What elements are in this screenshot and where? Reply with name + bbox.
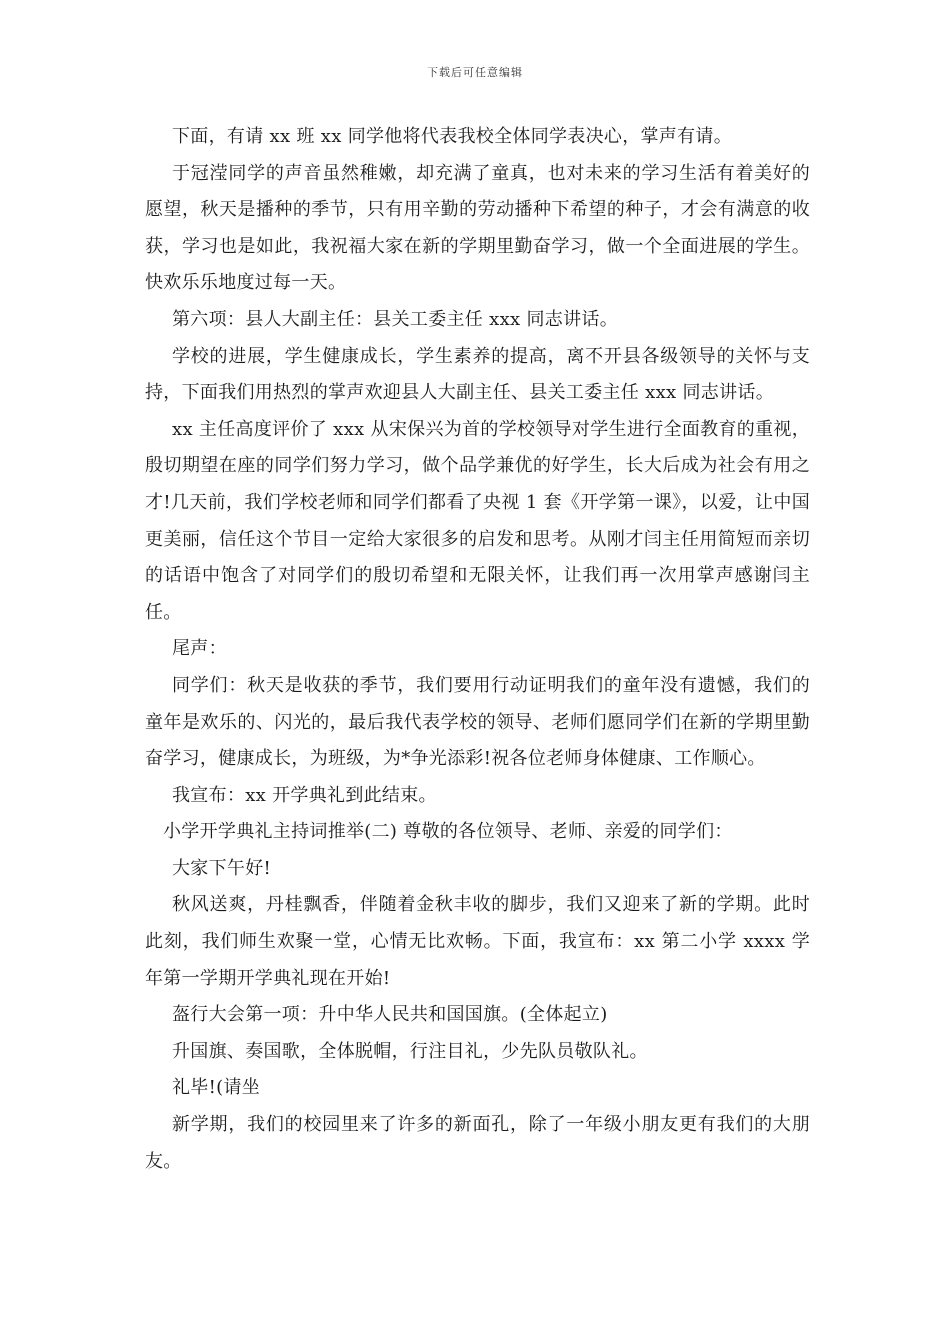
- section-heading: 小学开学典礼主持词推举(二) 尊敬的各位领导、老师、亲爱的同学们：: [163, 821, 733, 843]
- paragraph: 盔行大会第一项：升中华人民共和国国旗。(全体起立): [172, 1004, 608, 1026]
- paragraph: 我宣布：xx 开学典礼到此结束。: [172, 784, 437, 806]
- paragraph: 礼毕!(请坐: [172, 1077, 261, 1099]
- paragraph: 第六项：县人大副主任：县关工委主任 xxx 同志讲话。: [172, 308, 618, 330]
- paragraph: 下面，有请 xx 班 xx 同学他将代表我校全体同学表决心，掌声有请。: [172, 126, 732, 147]
- document-body: [145, 119, 810, 1180]
- page-header: 下载后可任意编辑: [427, 66, 523, 79]
- paragraph: 尾声：: [172, 638, 227, 660]
- paragraph: 同学们：秋天是收获的季节，我们要用行动证明我们的童年没有遗憾，我们的童年是欢乐的、闪光的，最后我代表学校的领导、老师们愿同学们在新的学期里勤奋学习，健康成长，为班级，为*争光添彩!祝各位老师身体健康、工作顺心。: [145, 674, 810, 770]
- paragraph: 秋风送爽，丹桂飘香，伴随着金秋丰收的脚步，我们又迎来了新的学期。此时此刻，我们师生欢聚一堂，心情无比欢畅。下面，我宣布：xx 第二小学 xxxx 学年第一学期开学典礼现在开始!: [145, 894, 810, 989]
- paragraph: 大家下午好!: [172, 857, 272, 879]
- paragraph: 学校的进展，学生健康成长，学生素养的提高，离不开县各级领导的关怀与支持，下面我们用热烈的掌声欢迎县人大副主任、县关工委主任 xxx 同志讲话。: [145, 345, 810, 404]
- paragraph: xx 主任高度评价了 xxx 从宋保兴为首的学校领导对学生进行全面教育的重视，殷切期望在座的同学们努力学习，做个品学兼优的好学生，长大后成为社会有用之才!几天前，我们学校老师和同学们都看了央视 1 套《开学第一课》，以爱，让中国更美丽，信任这个节目一定给大家很多的启发和思考。从刚才闫主任用简短而亲切的话语中饱含了对同学们的殷切希望和无限关怀，让我们再一次用掌声感谢闫主任。: [145, 418, 810, 623]
- paragraph: 新学期，我们的校园里来了许多的新面孔，除了一年级小朋友更有我们的大朋友。: [145, 1114, 810, 1172]
- paragraph: 升国旗、奏国歌，全体脱帽，行注目礼，少先队员敬队礼。: [172, 1040, 648, 1062]
- paragraph: 于冠滢同学的声音虽然稚嫩，却充满了童真，也对未来的学习生活有着美好的愿望，秋天是播种的季节，只有用辛勤的劳动播种下希望的种子，才会有满意的收获，学习也是如此，我祝福大家在新的学期里勤奋学习，做一个全面进展的学生。快欢乐乐地度过每一天。: [145, 162, 810, 294]
